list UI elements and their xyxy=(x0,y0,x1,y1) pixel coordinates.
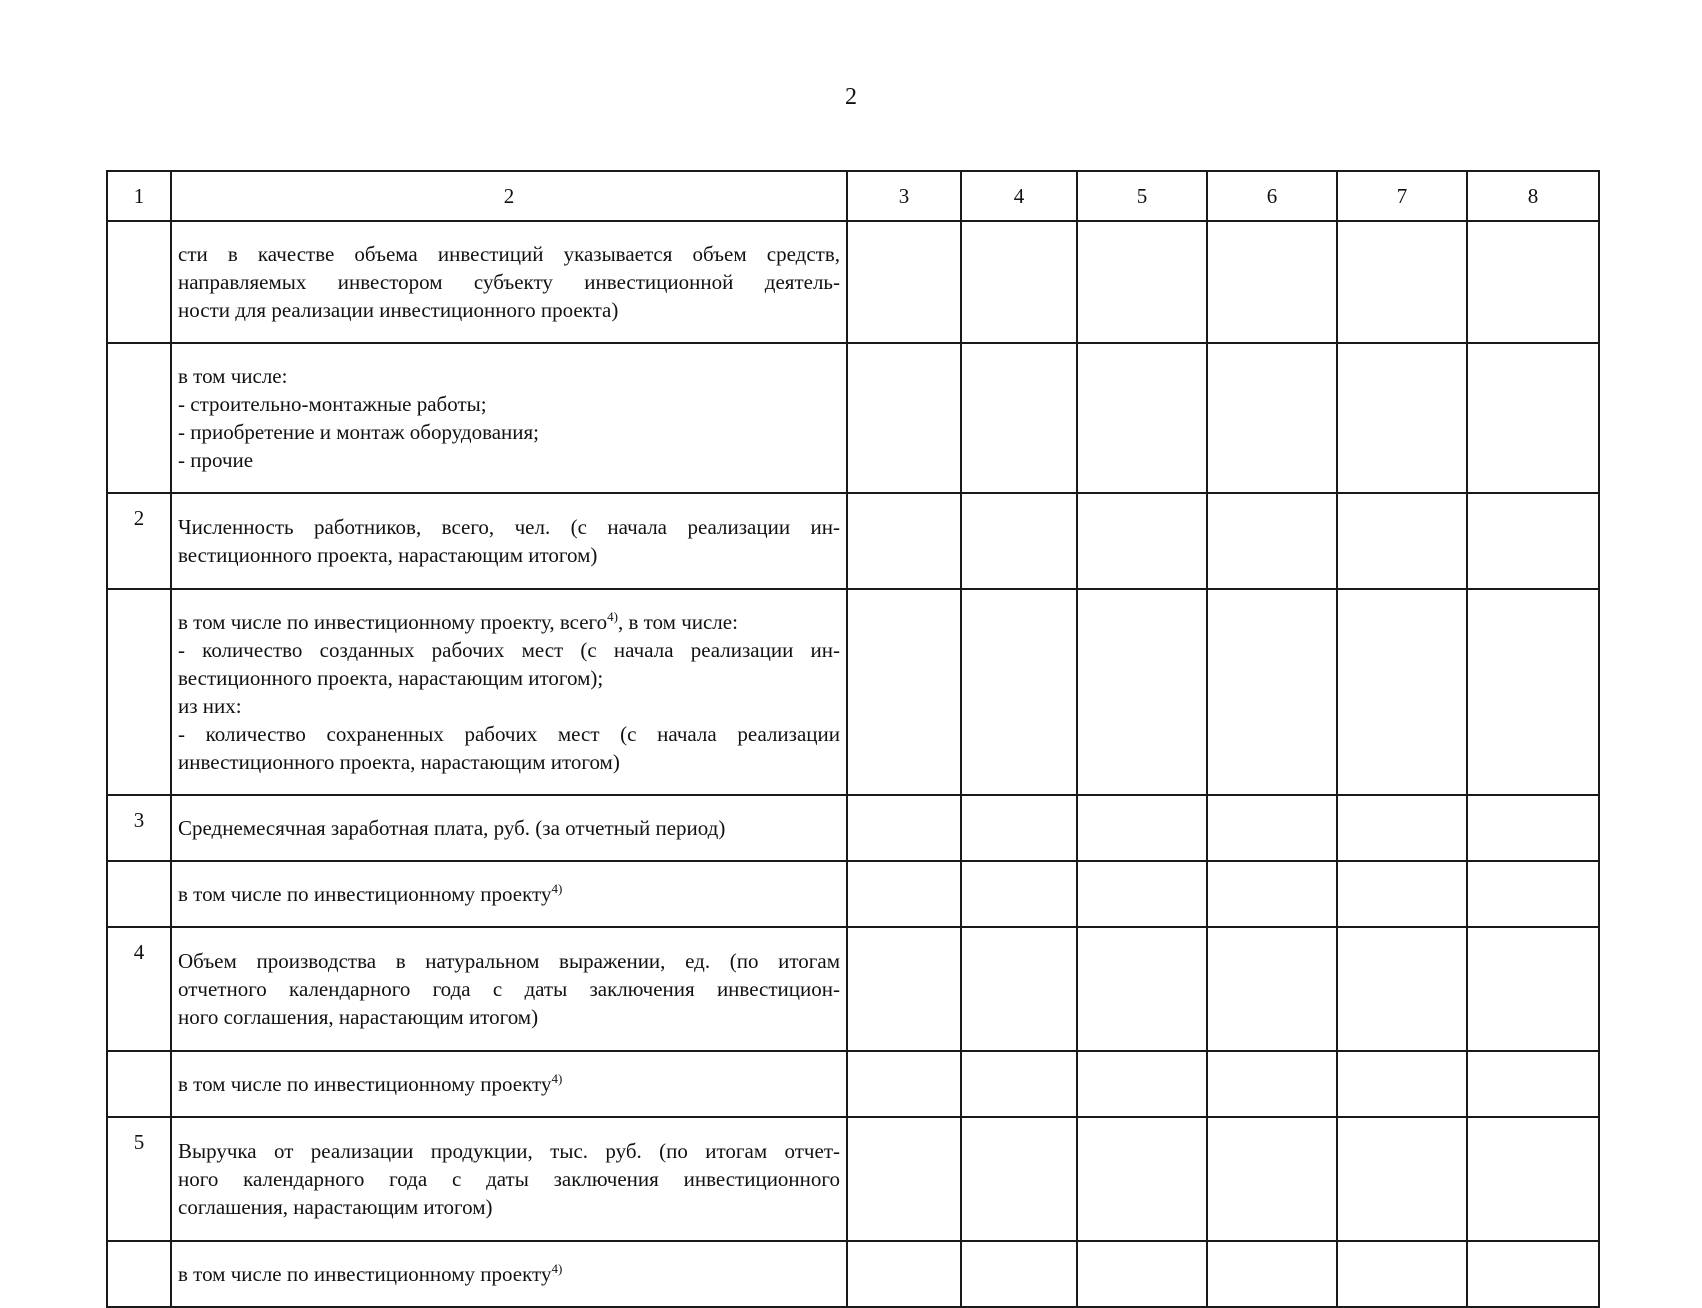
text-line: сти в качестве объема инвестиций указывается объем средств, xyxy=(178,242,840,266)
text-fragment: в том числе по инвестиционному проекту xyxy=(178,1072,552,1096)
text-line: вестиционного проекта, нарастающим итогом); xyxy=(178,666,604,690)
indicator-text xyxy=(171,1051,847,1117)
text-line: из них: xyxy=(178,694,242,718)
value-cell-col4[interactable] xyxy=(961,221,1077,343)
value-cell-col5[interactable] xyxy=(1077,927,1207,1051)
row-number xyxy=(107,221,171,343)
text-line: ного соглашения, нарастающим итогом) xyxy=(178,1005,539,1029)
value-cell-col6[interactable] xyxy=(1207,493,1337,589)
value-cell-col8[interactable] xyxy=(1467,795,1599,861)
table-row xyxy=(107,343,1599,493)
row-number xyxy=(107,343,171,493)
table-row xyxy=(107,1241,1599,1307)
footnote-ref: 4) xyxy=(551,1261,563,1276)
footnote-ref: 4) xyxy=(551,881,563,896)
value-cell-col5[interactable] xyxy=(1077,1117,1207,1241)
text-line: - строительно-монтажные работы; xyxy=(178,392,487,416)
value-cell-col7[interactable] xyxy=(1337,927,1467,1051)
value-cell-col8[interactable] xyxy=(1467,221,1599,343)
indicator-text xyxy=(171,493,847,589)
value-cell-col8[interactable] xyxy=(1467,1051,1599,1117)
table-row xyxy=(107,1051,1599,1117)
row-number: 4 xyxy=(107,927,171,1051)
indicator-text xyxy=(171,861,847,927)
indicator-text xyxy=(171,221,847,343)
text-line: - количество созданных рабочих мест (с начала реализации ин- xyxy=(178,638,840,662)
text-line: ности для реализации инвестиционного проекта) xyxy=(178,298,619,322)
value-cell-col3[interactable] xyxy=(847,1051,961,1117)
value-cell-col7[interactable] xyxy=(1337,1051,1467,1117)
header-cell-2: 2 xyxy=(171,171,847,221)
text-line: вестиционного проекта, нарастающим итогом) xyxy=(178,543,598,567)
value-cell-col6[interactable] xyxy=(1207,861,1337,927)
indicator-text xyxy=(171,1241,847,1307)
text-line: Выручка от реализации продукции, тыс. руб. (по итогам отчет- xyxy=(178,1139,840,1163)
text-line: Численность работников, всего, чел. (с начала реализации ин- xyxy=(178,515,840,539)
value-cell-col6[interactable] xyxy=(1207,927,1337,1051)
value-cell-col7[interactable] xyxy=(1337,343,1467,493)
text-fragment: в том числе по инвестиционному проекту xyxy=(178,1262,552,1286)
value-cell-col7[interactable] xyxy=(1337,1241,1467,1307)
value-cell-col5[interactable] xyxy=(1077,861,1207,927)
header-cell-6: 6 xyxy=(1207,171,1337,221)
text-line: Среднемесячная заработная плата, руб. (за отчетный период) xyxy=(178,816,726,840)
value-cell-col3[interactable] xyxy=(847,861,961,927)
table-row xyxy=(107,927,1599,1051)
header-row xyxy=(107,171,1599,221)
value-cell-col3[interactable] xyxy=(847,493,961,589)
table-row xyxy=(107,589,1599,795)
page-number: 2 xyxy=(845,84,857,110)
row-number xyxy=(107,589,171,795)
value-cell-col3[interactable] xyxy=(847,343,961,493)
text-fragment: , в том числе: xyxy=(617,610,738,634)
text-line: направляемых инвестором субъекту инвестиционной деятель- xyxy=(178,270,840,294)
value-cell-col8[interactable] xyxy=(1467,1241,1599,1307)
header-cell-4: 4 xyxy=(961,171,1077,221)
header-cell-3: 3 xyxy=(847,171,961,221)
value-cell-col5[interactable] xyxy=(1077,795,1207,861)
text-line: ного календарного года с даты заключения инвестиционного xyxy=(178,1167,840,1191)
value-cell-col5[interactable] xyxy=(1077,1241,1207,1307)
value-cell-col5[interactable] xyxy=(1077,589,1207,795)
indicator-text xyxy=(171,1117,847,1241)
value-cell-col5[interactable] xyxy=(1077,493,1207,589)
table-row xyxy=(107,493,1599,589)
value-cell-col7[interactable] xyxy=(1337,221,1467,343)
text-line xyxy=(178,1070,840,1098)
value-cell-col4[interactable] xyxy=(961,1241,1077,1307)
value-cell-col3[interactable] xyxy=(847,927,961,1051)
value-cell-col3[interactable] xyxy=(847,589,961,795)
row-number: 2 xyxy=(107,493,171,589)
row-number xyxy=(107,861,171,927)
value-cell-col6[interactable] xyxy=(1207,343,1337,493)
text-line: инвестиционного проекта, нарастающим итогом) xyxy=(178,750,620,774)
value-cell-col4[interactable] xyxy=(961,1117,1077,1241)
footnote-ref: 4) xyxy=(551,1071,563,1086)
row-number xyxy=(107,1051,171,1117)
report-table xyxy=(106,170,1600,1308)
indicator-text xyxy=(171,589,847,795)
value-cell-col4[interactable] xyxy=(961,343,1077,493)
value-cell-col7[interactable] xyxy=(1337,795,1467,861)
value-cell-col7[interactable] xyxy=(1337,861,1467,927)
value-cell-col6[interactable] xyxy=(1207,1241,1337,1307)
value-cell-col4[interactable] xyxy=(961,493,1077,589)
text-line xyxy=(178,608,840,636)
footnote-ref: 4) xyxy=(607,609,618,624)
value-cell-col6[interactable] xyxy=(1207,1051,1337,1117)
table-row xyxy=(107,221,1599,343)
value-cell-col5[interactable] xyxy=(1077,221,1207,343)
value-cell-col6[interactable] xyxy=(1207,221,1337,343)
indicator-text xyxy=(171,927,847,1051)
value-cell-col7[interactable] xyxy=(1337,589,1467,795)
value-cell-col7[interactable] xyxy=(1337,1117,1467,1241)
indicator-text xyxy=(171,795,847,861)
text-line: - количество сохраненных рабочих мест (с начала реализации xyxy=(178,722,840,746)
value-cell-col5[interactable] xyxy=(1077,1051,1207,1117)
row-number: 3 xyxy=(107,795,171,861)
value-cell-col6[interactable] xyxy=(1207,589,1337,795)
value-cell-col3[interactable] xyxy=(847,221,961,343)
value-cell-col4[interactable] xyxy=(961,1051,1077,1117)
table-row xyxy=(107,1117,1599,1241)
text-line: соглашения, нарастающим итогом) xyxy=(178,1195,493,1219)
text-line: в том числе: xyxy=(178,364,288,388)
value-cell-col6[interactable] xyxy=(1207,795,1337,861)
value-cell-col7[interactable] xyxy=(1337,493,1467,589)
value-cell-col8[interactable] xyxy=(1467,861,1599,927)
text-fragment: в том числе по инвестиционному проекту, всего xyxy=(178,610,608,634)
value-cell-col3[interactable] xyxy=(847,795,961,861)
value-cell-col4[interactable] xyxy=(961,861,1077,927)
header-cell-7: 7 xyxy=(1337,171,1467,221)
value-cell-col8[interactable] xyxy=(1467,927,1599,1051)
text-line: - приобретение и монтаж оборудования; xyxy=(178,420,539,444)
header-cell-1: 1 xyxy=(107,171,171,221)
row-number: 5 xyxy=(107,1117,171,1241)
value-cell-col3[interactable] xyxy=(847,1241,961,1307)
value-cell-col4[interactable] xyxy=(961,927,1077,1051)
value-cell-col8[interactable] xyxy=(1467,1117,1599,1241)
table-row xyxy=(107,795,1599,861)
value-cell-col3[interactable] xyxy=(847,1117,961,1241)
text-line: - прочие xyxy=(178,448,254,472)
value-cell-col8[interactable] xyxy=(1467,493,1599,589)
value-cell-col8[interactable] xyxy=(1467,589,1599,795)
value-cell-col4[interactable] xyxy=(961,795,1077,861)
indicator-text xyxy=(171,343,847,493)
value-cell-col5[interactable] xyxy=(1077,343,1207,493)
text-line: Объем производства в натуральном выражении, ед. (по итогам xyxy=(178,949,840,973)
header-cell-5: 5 xyxy=(1077,171,1207,221)
header-cell-8: 8 xyxy=(1467,171,1599,221)
value-cell-col8[interactable] xyxy=(1467,343,1599,493)
text-fragment: в том числе по инвестиционному проекту xyxy=(178,882,552,906)
text-line xyxy=(178,880,840,908)
text-line: отчетного календарного года с даты заключения инвестицион- xyxy=(178,977,840,1001)
value-cell-col4[interactable] xyxy=(961,589,1077,795)
row-number xyxy=(107,1241,171,1307)
value-cell-col6[interactable] xyxy=(1207,1117,1337,1241)
text-line xyxy=(178,1260,840,1288)
table-row xyxy=(107,861,1599,927)
